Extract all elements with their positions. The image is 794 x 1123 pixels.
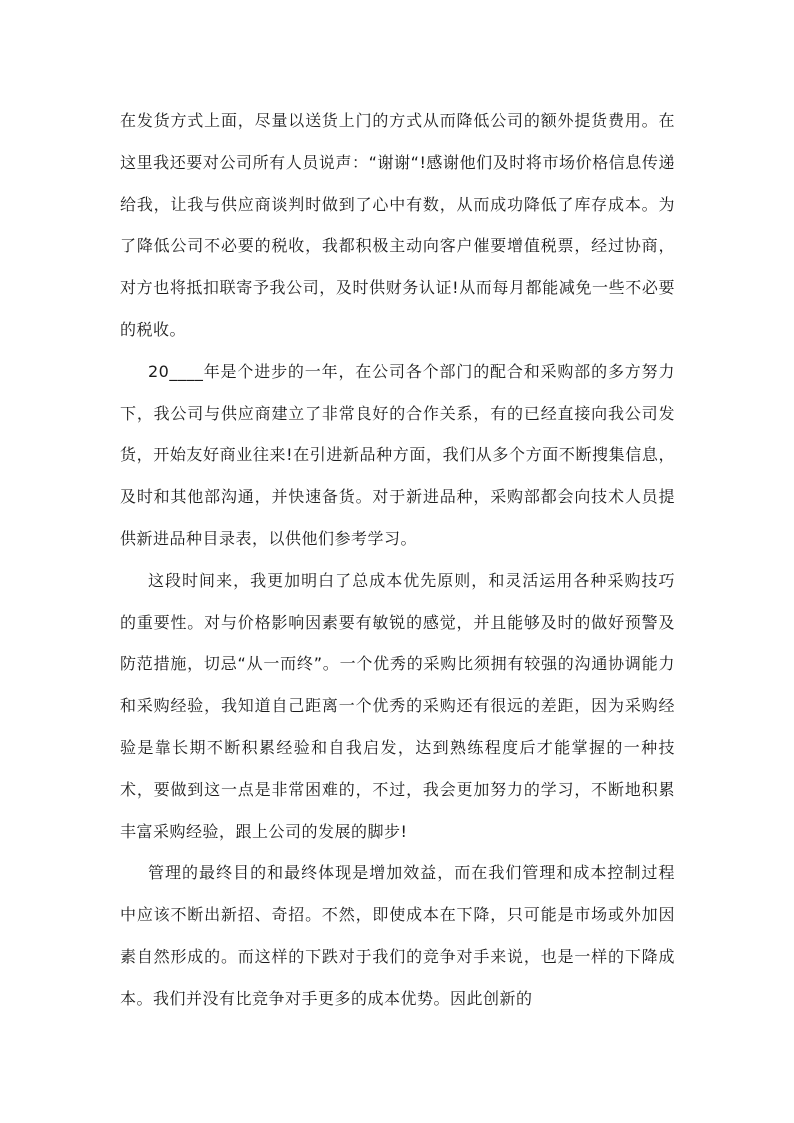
document-body (120, 100, 675, 1020)
paragraph-cost-principle: 这段时间来，我更加明白了总成本优先原则，和灵活运用各种采购技巧的重要性。对与价格影响因素要有敏锐的感觉，并且能够及时的做好预警及防范措施，切忌“从一而终”。一个优秀的采购比须拥有较强的沟通协调能力和采购经验，我知道自己距离一个优秀的采购还有很远的差距，因为采购经验是靠长期不断积累经验和自我启发，达到熟练程度后才能掌握的一种技术，要做到这一点是非常困难的，不过，我会更加努力的学习，不断地积累丰富采购经验，跟上公司的发展的脚步! (120, 570, 675, 841)
paragraph-progress-year: 20____年是个进步的一年，在公司各个部门的配合和采购部的多方努力下，我公司与供应商建立了非常良好的合作关系，有的已经直接向我公司发货，开始友好商业往来!在引进新品种方面，我们从多个方面不断搜集信息，及时和其他部沟通，并快速备货。对于新进品种，采购部都会向技术人员提供新进品种目录表，以供他们参考学习。 (120, 361, 675, 548)
paragraph-continuation: 在发货方式上面，尽量以送货上门的方式从而降低公司的额外提货费用。在这里我还要对公司所有人员说声：“谢谢“!感谢他们及时将市场价格信息传递给我，让我与供应商谈判时做到了心中有数，从而成功降低了库存成本。为了降低公司不必要的税收，我都积极主动向客户催要增值税票，经过协商，对方也将抵扣联寄予我公司，及时供财务认证!从而每月都能减免一些不必要的税收。 (120, 111, 675, 339)
paragraph-management-goal: 管理的最终目的和最终体现是增加效益，而在我们管理和成本控制过程中应该不断出新招、奇招。不然，即使成本在下降，只可能是市场或外加因素自然形成的。而这样的下跌对于我们的竞争对手来说，也是一样的下降成本。我们并没有比竞争对手更多的成本优势。因此创新的 (120, 863, 675, 1008)
